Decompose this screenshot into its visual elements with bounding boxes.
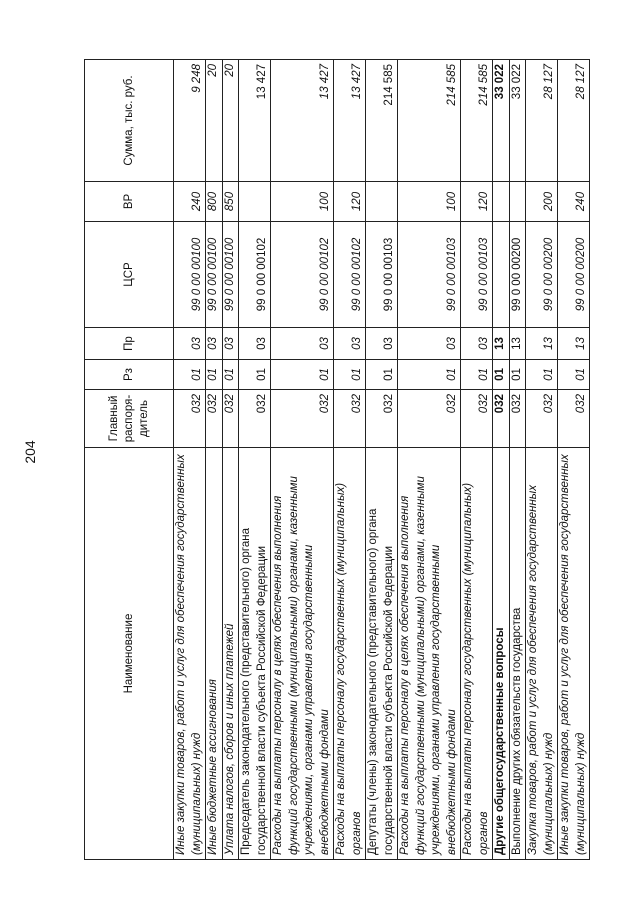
row-csr: 99 0 00 00102 <box>271 222 334 328</box>
table-row <box>366 60 398 860</box>
row-pr: 03 <box>334 328 366 360</box>
row-sum: 214 585 <box>366 60 398 182</box>
row-manager: 032 <box>206 390 223 448</box>
row-name: Расходы на выплаты персоналу в целях обеспечения выполнения функций государственными (муниципальными) органами, казенными учреждениями, органами управления государственными внебюджетными фондами <box>271 448 334 860</box>
row-sum: 28 127 <box>526 60 558 182</box>
row-rz: 01 <box>461 360 493 390</box>
row-csr: 99 0 00 00100 <box>174 222 206 328</box>
row-pr: 03 <box>174 328 206 360</box>
table-row <box>461 60 493 860</box>
table-row <box>526 60 558 860</box>
row-vr <box>509 182 526 222</box>
table-row <box>558 60 590 860</box>
row-name: Расходы на выплаты персоналу государственных (муниципальных) органов <box>334 448 366 860</box>
row-vr: 850 <box>222 182 239 222</box>
row-vr: 240 <box>558 182 590 222</box>
row-name: Закупка товаров, работ и услуг для обеспечения государственных (муниципальных) нужд <box>526 448 558 860</box>
table-row <box>222 60 239 860</box>
row-pr: 03 <box>271 328 334 360</box>
budget-table <box>84 59 590 860</box>
table-row <box>174 60 206 860</box>
table-row <box>493 60 510 860</box>
row-manager: 032 <box>222 390 239 448</box>
row-csr: 99 0 00 00200 <box>558 222 590 328</box>
row-manager: 032 <box>239 390 271 448</box>
row-rz: 01 <box>206 360 223 390</box>
header-manager: Главный распоря-дитель <box>85 390 174 448</box>
header-sum: Сумма, тыс. руб. <box>85 60 174 182</box>
row-rz: 01 <box>334 360 366 390</box>
header-pr: Пр <box>85 328 174 360</box>
row-rz: 01 <box>174 360 206 390</box>
row-manager: 032 <box>509 390 526 448</box>
row-name: Иные бюджетные ассигнования <box>206 448 223 860</box>
row-manager: 032 <box>271 390 334 448</box>
row-rz: 01 <box>493 360 510 390</box>
row-manager: 032 <box>398 390 461 448</box>
row-vr: 240 <box>174 182 206 222</box>
table-row <box>334 60 366 860</box>
row-rz: 01 <box>558 360 590 390</box>
row-pr: 03 <box>222 328 239 360</box>
row-vr: 200 <box>526 182 558 222</box>
row-name: Выполнение других обязательств государства <box>509 448 526 860</box>
row-sum: 13 427 <box>271 60 334 182</box>
row-csr <box>493 222 510 328</box>
row-pr: 13 <box>558 328 590 360</box>
row-vr: 100 <box>271 182 334 222</box>
row-pr: 03 <box>366 328 398 360</box>
rotated-page <box>84 60 624 860</box>
table-header-row <box>85 60 174 860</box>
row-manager: 032 <box>461 390 493 448</box>
row-pr: 13 <box>526 328 558 360</box>
row-sum: 214 585 <box>461 60 493 182</box>
row-sum: 28 127 <box>558 60 590 182</box>
row-sum: 20 <box>222 60 239 182</box>
row-csr: 99 0 00 00200 <box>526 222 558 328</box>
header-rz: Рз <box>85 360 174 390</box>
row-vr: 800 <box>206 182 223 222</box>
row-name: Иные закупки товаров, работ и услуг для обеспечения государственных (муниципальных) нужд <box>558 448 590 860</box>
row-sum: 9 248 <box>174 60 206 182</box>
row-rz: 01 <box>222 360 239 390</box>
row-name: Расходы на выплаты персоналу в целях обеспечения выполнения функций государственными (муниципальными) органами, казенными учреждениями, органами управления государственными внебюджетными фондами <box>398 448 461 860</box>
table-row <box>206 60 223 860</box>
row-vr: 100 <box>398 182 461 222</box>
row-csr: 99 0 00 00100 <box>206 222 223 328</box>
row-rz: 01 <box>398 360 461 390</box>
row-csr: 99 0 00 00200 <box>509 222 526 328</box>
table-row <box>398 60 461 860</box>
row-csr: 99 0 00 00102 <box>334 222 366 328</box>
row-pr: 13 <box>493 328 510 360</box>
row-csr: 99 0 00 00103 <box>398 222 461 328</box>
row-manager: 032 <box>493 390 510 448</box>
row-csr: 99 0 00 00102 <box>239 222 271 328</box>
row-rz: 01 <box>271 360 334 390</box>
row-sum: 20 <box>206 60 223 182</box>
row-vr <box>239 182 271 222</box>
row-vr <box>366 182 398 222</box>
row-rz: 01 <box>239 360 271 390</box>
row-pr: 13 <box>509 328 526 360</box>
row-rz: 01 <box>366 360 398 390</box>
row-pr: 03 <box>398 328 461 360</box>
page-number: 204 <box>22 440 38 464</box>
row-sum: 214 585 <box>398 60 461 182</box>
row-manager: 032 <box>366 390 398 448</box>
row-pr: 03 <box>461 328 493 360</box>
table-row <box>271 60 334 860</box>
row-rz: 01 <box>509 360 526 390</box>
row-manager: 032 <box>558 390 590 448</box>
row-name: Другие общегосударственные вопросы <box>493 448 510 860</box>
row-sum: 33 022 <box>509 60 526 182</box>
row-csr: 99 0 00 00103 <box>461 222 493 328</box>
row-rz: 01 <box>526 360 558 390</box>
row-name: Расходы на выплаты персоналу государственных (муниципальных) органов <box>461 448 493 860</box>
row-manager: 032 <box>526 390 558 448</box>
row-name: Председатель законодательного (представительного) органа государственной власти субъекта Российской Федерации <box>239 448 271 860</box>
row-sum: 13 427 <box>239 60 271 182</box>
row-vr <box>493 182 510 222</box>
row-pr: 03 <box>206 328 223 360</box>
header-vr: ВР <box>85 182 174 222</box>
row-pr: 03 <box>239 328 271 360</box>
row-csr: 99 0 00 00100 <box>222 222 239 328</box>
table-row <box>509 60 526 860</box>
row-sum: 13 427 <box>334 60 366 182</box>
row-name: Депутаты (члены) законодательного (представительного) органа государственной власти субъекта Российской Федерации <box>366 448 398 860</box>
row-manager: 032 <box>334 390 366 448</box>
row-sum: 33 022 <box>493 60 510 182</box>
row-vr: 120 <box>461 182 493 222</box>
table-row <box>239 60 271 860</box>
row-name: Уплата налогов, сборов и иных платежей <box>222 448 239 860</box>
row-csr: 99 0 00 00103 <box>366 222 398 328</box>
row-manager: 032 <box>174 390 206 448</box>
header-name: Наименование <box>85 448 174 860</box>
row-vr: 120 <box>334 182 366 222</box>
header-csr: ЦСР <box>85 222 174 328</box>
row-name: Иные закупки товаров, работ и услуг для обеспечения государственных (муниципальных) нужд <box>174 448 206 860</box>
